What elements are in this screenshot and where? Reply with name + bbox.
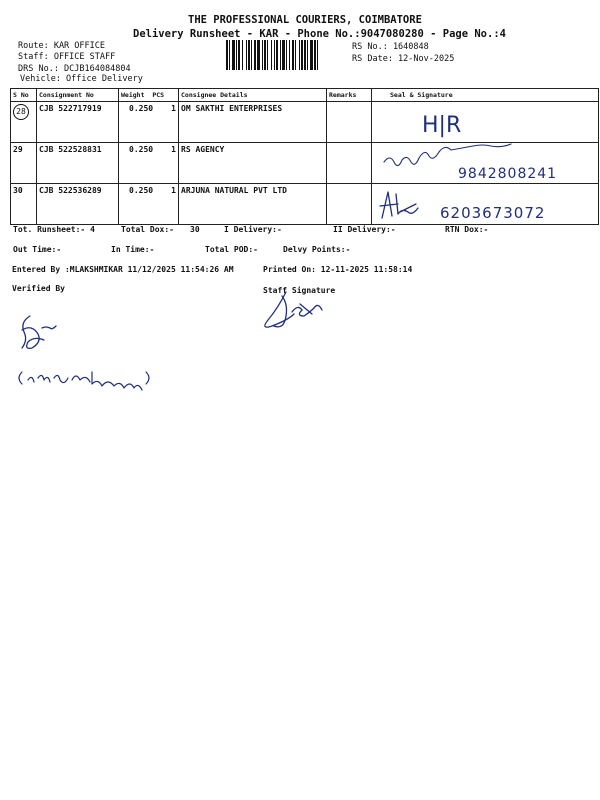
cell-weight-pcs xyxy=(119,184,179,225)
handwritten-phone-29: 9842808241 xyxy=(458,166,558,182)
barcode-bar xyxy=(295,40,296,70)
delvy-points: Delvy Points:- xyxy=(283,245,351,254)
barcode-image xyxy=(225,40,348,70)
total-dox-label: Total Dox:- xyxy=(121,225,174,234)
cell-consignee: OM SAKTHI ENTERPRISES xyxy=(179,102,327,143)
barcode-bar xyxy=(276,40,278,70)
column-header-remarks: Remarks xyxy=(327,89,372,102)
handwriting-row-30 xyxy=(376,188,576,224)
barcode-bar xyxy=(262,40,263,70)
barcode-bar xyxy=(242,40,243,70)
rtn-dox: RTN Dox:- xyxy=(445,225,489,234)
verified-by-label: Verified By xyxy=(12,284,65,293)
verified-signature xyxy=(12,312,72,356)
barcode-bar xyxy=(289,40,290,70)
pcs-value: 1 xyxy=(171,186,176,195)
route-label: Route: KAR OFFICE xyxy=(18,41,105,51)
table-header-row xyxy=(11,89,599,102)
tot-runsheet: Tot. Runsheet:- 4 xyxy=(13,225,95,234)
barcode-bar xyxy=(254,40,256,70)
total-pod: Total POD:- xyxy=(205,245,258,254)
barcode-bar xyxy=(299,40,300,70)
runsheet-title: Delivery Runsheet - KAR - Phone No.:9047080280 - Page No.:4 xyxy=(133,28,506,40)
in-time: In Time:- xyxy=(111,245,155,254)
verified-note-handwriting xyxy=(14,366,164,390)
cell-weight-pcs xyxy=(119,102,179,143)
cell-consignment: CJB 522528831 xyxy=(37,143,119,184)
barcode-bar xyxy=(257,40,260,70)
ii-delivery: II Delivery:- xyxy=(333,225,396,234)
i-delivery: I Delivery:- xyxy=(224,225,282,234)
column-header-weight-pcs xyxy=(119,89,179,102)
barcode-bar xyxy=(238,40,240,70)
barcode-bar xyxy=(246,40,247,70)
cell-remarks xyxy=(327,184,372,225)
printed-on: Printed On: 12-11-2025 11:58:14 xyxy=(263,265,413,274)
barcode-bar xyxy=(317,40,318,70)
pcs-value: 1 xyxy=(171,145,176,154)
out-time: Out Time:- xyxy=(13,245,62,254)
barcode-bar xyxy=(264,40,266,70)
cell-sno: 30 xyxy=(11,184,37,225)
barcode-bar xyxy=(267,40,268,70)
barcode-bar xyxy=(314,40,316,70)
barcode-bar xyxy=(307,40,308,70)
staff-signature-label: Staff Signature xyxy=(263,286,336,295)
barcode-bar xyxy=(301,40,303,70)
handwriting-row-29 xyxy=(380,144,580,182)
barcode-bar xyxy=(251,40,252,70)
pcs-value: 1 xyxy=(171,104,176,113)
barcode-bar xyxy=(226,40,228,70)
cell-sno xyxy=(11,102,37,143)
barcode-bar xyxy=(282,40,285,70)
cell-consignment: CJB 522536289 xyxy=(37,184,119,225)
weight-value: 0.250 xyxy=(129,186,154,195)
table-row xyxy=(11,102,599,143)
entered-by: Entered By :MLAKSHMIKAR 11/12/2025 11:54:26 AM xyxy=(12,265,234,274)
drs-number: DRS No.: DCJB164084804 xyxy=(18,64,131,74)
barcode-bar xyxy=(274,40,275,70)
cell-remarks xyxy=(327,102,372,143)
column-header-pcs: PCS xyxy=(152,91,165,99)
handwritten-hr: H|R xyxy=(422,113,462,138)
handwritten-phone-30: 6203673072 xyxy=(440,204,546,222)
column-header-seal: Seal & Signature xyxy=(372,89,599,102)
cell-consignee: ARJUNA NATURAL PVT LTD xyxy=(179,184,327,225)
circled-sno: 28 xyxy=(13,104,29,120)
vehicle-label: Vehicle: Office Delivery xyxy=(20,74,143,84)
column-header-weight: Weight xyxy=(121,91,145,99)
cell-consignee: RS AGENCY xyxy=(179,143,327,184)
barcode-bar xyxy=(286,40,287,70)
handwriting-row-28 xyxy=(420,108,490,138)
barcode-bar xyxy=(310,40,313,70)
barcode-bar xyxy=(292,40,294,70)
barcode-bar xyxy=(271,40,272,70)
company-title: THE PROFESSIONAL COURIERS, COIMBATORE xyxy=(188,14,422,26)
cell-remarks xyxy=(327,143,372,184)
column-header-sno: S No xyxy=(11,89,37,102)
barcode-bar xyxy=(229,40,230,70)
barcode-bar xyxy=(248,40,250,70)
barcode-bar xyxy=(236,40,237,70)
barcode-bar xyxy=(280,40,281,70)
barcode-bar xyxy=(232,40,235,70)
weight-value: 0.250 xyxy=(129,145,154,154)
cell-consignment: CJB 522717919 xyxy=(37,102,119,143)
rs-date: RS Date: 12-Nov-2025 xyxy=(352,54,455,64)
cell-weight-pcs xyxy=(119,143,179,184)
column-header-consignee: Consignee Details xyxy=(179,89,327,102)
cell-sno: 29 xyxy=(11,143,37,184)
staff-label: Staff: OFFICE STAFF xyxy=(18,52,116,62)
rs-number: RS No.: 1640848 xyxy=(352,42,429,52)
staff-signature xyxy=(256,290,326,338)
total-dox-value: 30 xyxy=(190,225,200,234)
weight-value: 0.250 xyxy=(129,104,154,113)
column-header-consignment: Consignment No xyxy=(37,89,119,102)
barcode-bar xyxy=(304,40,306,70)
